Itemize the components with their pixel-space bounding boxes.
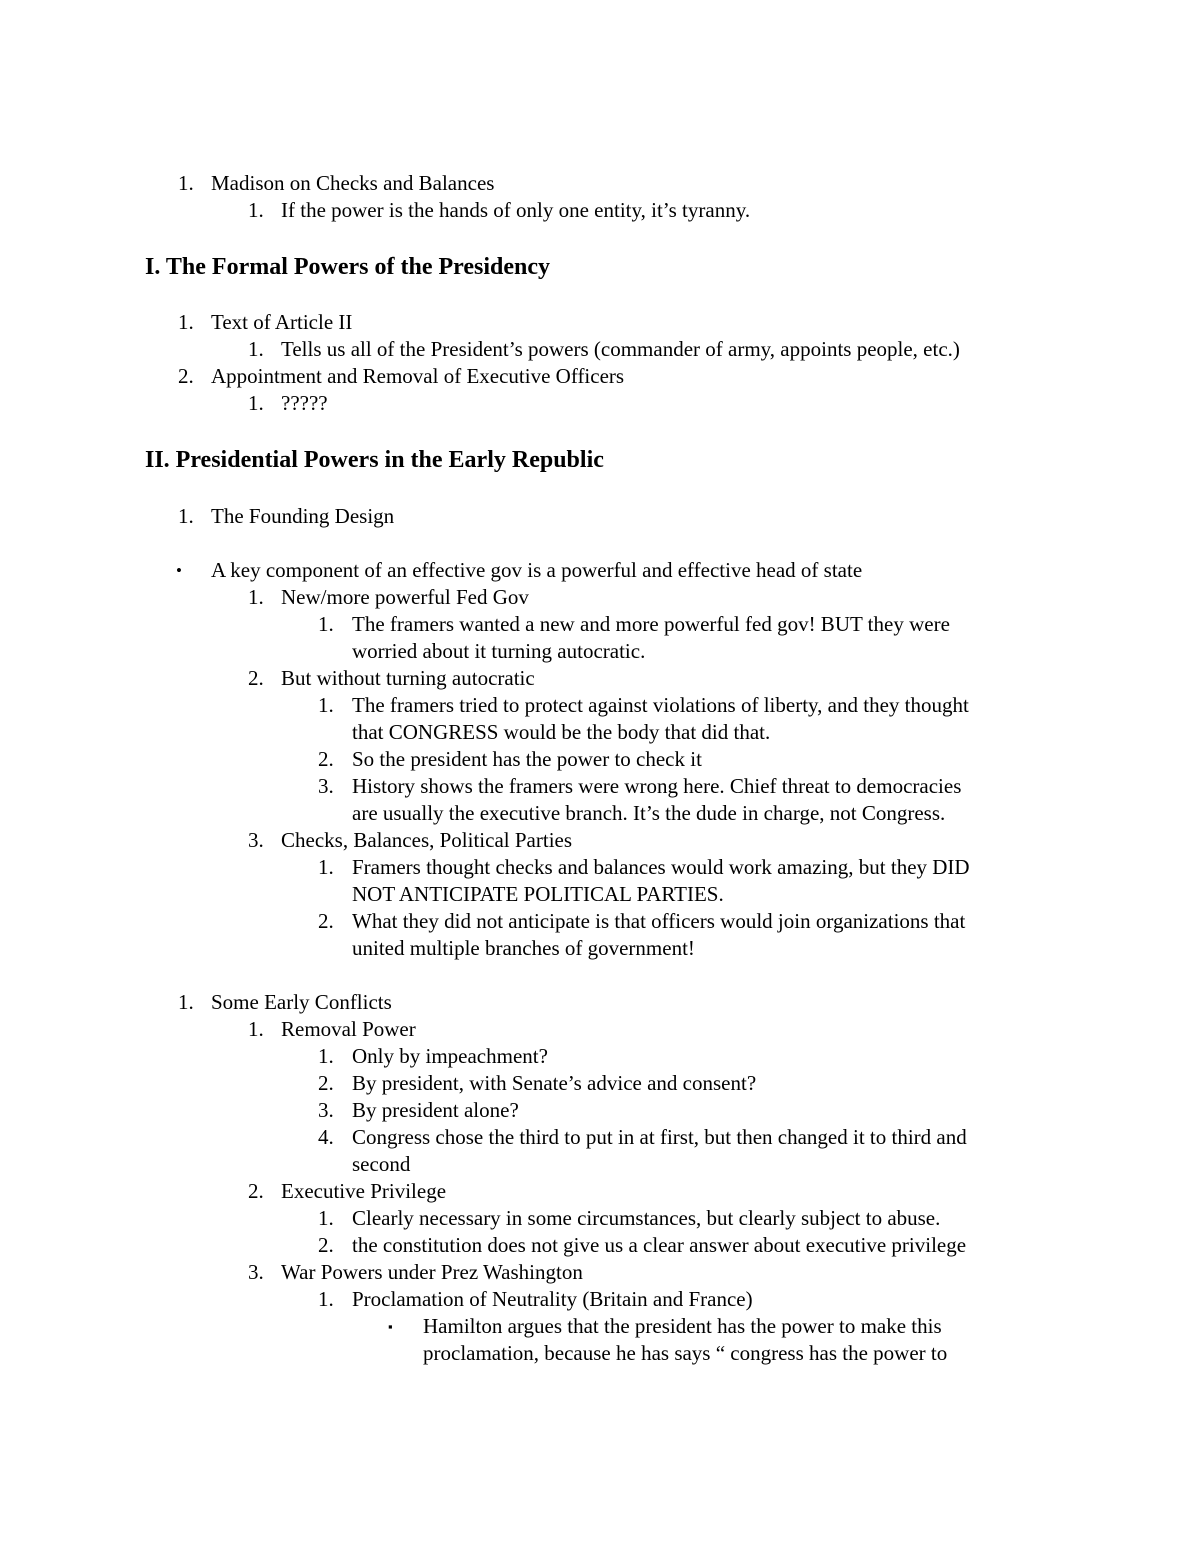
- list-item-text: Some Early Conflicts: [211, 990, 392, 1014]
- list-item-text: Executive Privilege: [281, 1179, 447, 1203]
- list-item-text: ?????: [281, 391, 328, 415]
- list-marker: 1.: [248, 391, 264, 415]
- list-item-text: Madison on Checks and Balances: [211, 171, 495, 195]
- list-marker: 1.: [318, 612, 334, 636]
- list-item-text: The Founding Design: [211, 504, 395, 528]
- list-marker: 1.: [318, 1044, 334, 1068]
- bullet-item-text: proclamation, because he has says “ congress has the power to: [423, 1341, 948, 1365]
- list-marker: 3.: [318, 774, 334, 798]
- list-item-text: united multiple branches of government!: [352, 936, 695, 960]
- list-marker: 1.: [318, 693, 334, 717]
- list-marker: 3.: [248, 828, 264, 852]
- list-item-text: worried about it turning autocratic.: [352, 639, 646, 663]
- list-item-text: are usually the executive branch. It’s the dude in charge, not Congress.: [352, 801, 946, 825]
- list-item-text: The framers tried to protect against violations of liberty, and they thought: [352, 693, 969, 717]
- square-bullet-marker: ▪: [388, 1319, 393, 1334]
- list-marker: 3.: [248, 1260, 264, 1284]
- list-marker: 1.: [248, 1017, 264, 1041]
- list-item-text: Framers thought checks and balances would work amazing, but they DID: [352, 855, 970, 879]
- list-marker: 2.: [318, 747, 334, 771]
- list-marker: 1.: [318, 1287, 334, 1311]
- list-item-text: War Powers under Prez Washington: [281, 1260, 583, 1284]
- list-item-text: So the president has the power to check it: [352, 747, 702, 771]
- list-marker: 1.: [178, 171, 194, 195]
- list-item-text: Clearly necessary in some circumstances, but clearly subject to abuse.: [352, 1206, 941, 1230]
- list-marker: 1.: [318, 1206, 334, 1230]
- list-item-text: But without turning autocratic: [281, 666, 535, 690]
- list-item-text: Appointment and Removal of Executive Officers: [211, 364, 625, 388]
- list-item-text: NOT ANTICIPATE POLITICAL PARTIES.: [352, 882, 724, 906]
- section-heading: I. The Formal Powers of the Presidency: [145, 254, 551, 280]
- list-item-text: Removal Power: [281, 1017, 416, 1041]
- list-marker: 1.: [178, 310, 194, 334]
- list-marker: 1.: [178, 504, 194, 528]
- list-item-text: History shows the framers were wrong here. Chief threat to democracies: [352, 774, 962, 798]
- section-heading: II. Presidential Powers in the Early Republic: [145, 447, 604, 473]
- bullet-item-text: Hamilton argues that the president has the power to make this: [423, 1314, 942, 1338]
- list-item-text: If the power is the hands of only one entity, it’s tyranny.: [281, 198, 751, 222]
- list-marker: 1.: [248, 585, 264, 609]
- list-marker: 2.: [318, 1233, 334, 1257]
- list-item-text: Text of Article II: [211, 310, 353, 334]
- list-item-text: Tells us all of the President’s powers (commander of army, appoints people, etc.): [281, 337, 960, 361]
- list-item-text: Only by impeachment?: [352, 1044, 548, 1068]
- list-marker: 1.: [248, 198, 264, 222]
- list-item-text: the constitution does not give us a clear answer about executive privilege: [352, 1233, 967, 1257]
- list-item-text: By president, with Senate’s advice and consent?: [352, 1071, 757, 1095]
- list-item-text: By president alone?: [352, 1098, 519, 1122]
- list-marker: 2.: [178, 364, 194, 388]
- list-item-text: that CONGRESS would be the body that did that.: [352, 720, 771, 744]
- list-item-text: Congress chose the third to put in at first, but then changed it to third and: [352, 1125, 967, 1149]
- list-marker: 2.: [318, 1071, 334, 1095]
- list-item-text: The framers wanted a new and more powerful fed gov! BUT they were: [352, 612, 950, 636]
- bullet-item-text: A key component of an effective gov is a powerful and effective head of state: [211, 558, 863, 582]
- list-marker: 1.: [178, 990, 194, 1014]
- list-item-text: Proclamation of Neutrality (Britain and France): [352, 1287, 753, 1311]
- list-marker: 3.: [318, 1098, 334, 1122]
- list-item-text: New/more powerful Fed Gov: [281, 585, 529, 609]
- list-item-text: What they did not anticipate is that officers would join organizations that: [352, 909, 966, 933]
- list-marker: 2.: [248, 666, 264, 690]
- list-marker: 1.: [248, 337, 264, 361]
- list-item-text: Checks, Balances, Political Parties: [281, 828, 573, 852]
- bullet-marker: •: [176, 561, 182, 580]
- list-marker: 2.: [318, 909, 334, 933]
- list-marker: 1.: [318, 855, 334, 879]
- list-marker: 4.: [318, 1125, 334, 1149]
- list-marker: 2.: [248, 1179, 264, 1203]
- list-item-text: second: [352, 1152, 411, 1176]
